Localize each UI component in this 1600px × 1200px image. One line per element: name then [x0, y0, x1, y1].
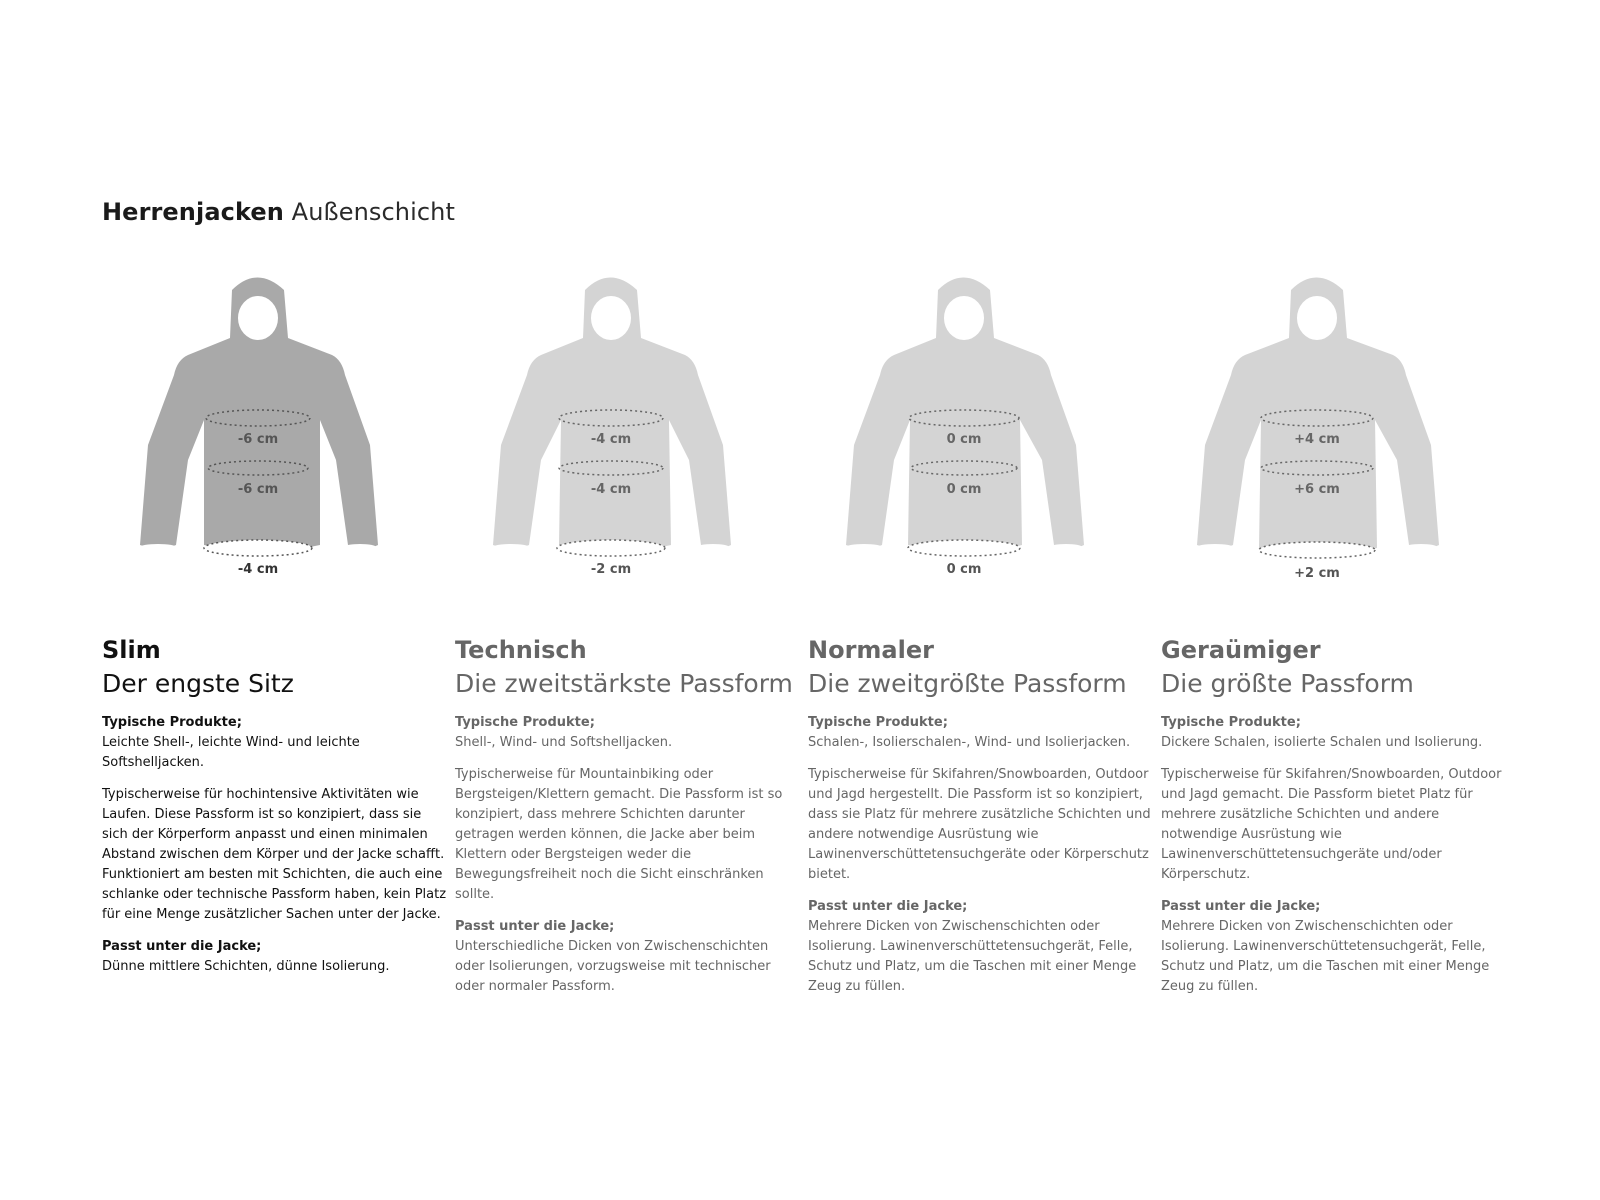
hem-measurement: +2 cm: [1294, 566, 1340, 581]
fit-text: [455, 635, 800, 1009]
jacket-figure: [808, 260, 1128, 600]
jacket-figure: [102, 260, 422, 600]
page-title-bold: Herrenjacken: [102, 198, 284, 226]
fits-under-label: Passt unter die Jacke;: [102, 939, 262, 954]
typical-products-value: Leichte Shell-, leichte Wind- und leichte Softshelljacken.: [102, 735, 360, 770]
hem-measurement: 0 cm: [946, 562, 982, 577]
fit-subtitle: Der engste Sitz: [102, 669, 294, 698]
fit-name: Normaler: [808, 636, 934, 664]
typical-products-label: Typische Produkte;: [808, 715, 948, 730]
fit-text: [808, 635, 1153, 1009]
fits-under-label: Passt unter die Jacke;: [455, 919, 615, 934]
typical-products-label: Typische Produkte;: [455, 715, 595, 730]
fits-under-value: Dünne mittlere Schichten, dünne Isolierung.: [102, 959, 390, 974]
typical-products-value: Schalen-, Isolierschalen-, Wind- und Isolierjacken.: [808, 735, 1131, 750]
typical-products-value: Dickere Schalen, isolierte Schalen und Isolierung.: [1161, 735, 1483, 750]
typical-products-value: Shell-, Wind- und Softshelljacken.: [455, 735, 673, 750]
jacket-icon: [808, 260, 1128, 600]
fit-text: [102, 635, 447, 989]
fits-under-value: Unterschiedliche Dicken von Zwischenschichten oder Isolierungen, vorzugsweise mit technischer oder normaler Passform.: [455, 939, 771, 994]
fit-name: Slim: [102, 636, 161, 664]
typical-products-label: Typische Produkte;: [1161, 715, 1301, 730]
fit-name: Geraümiger: [1161, 636, 1321, 664]
waist-measurement: -4 cm: [590, 482, 632, 497]
fits-under-value: Mehrere Dicken von Zwischenschichten oder Isolierung. Lawinenverschüttetensuchgerät, Felle, Schutz und Platz, um die Taschen mit einer Menge Zeug zu füllen.: [1161, 919, 1490, 994]
fit-subtitle: Die zweitstärkste Passform: [455, 669, 793, 698]
jacket-icon: [455, 260, 775, 600]
fit-description: Typischerweise für Skifahren/Snowboarden, Outdoor und Jagd gemacht. Die Passform bietet Platz für mehrere zusätzliche Schichten und andere notwendige Ausrüstung wie Lawinenverschüttetensuchgeräte und/oder Körperschutz.: [1161, 767, 1502, 882]
typical-products: [1161, 713, 1506, 753]
fit-column-normaler: [808, 260, 1151, 994]
waist-measurement: +6 cm: [1294, 482, 1340, 497]
waist-measurement: -6 cm: [237, 482, 279, 497]
chest-measurement: 0 cm: [946, 432, 982, 447]
page-title: [102, 198, 455, 226]
fits-under-label: Passt unter die Jacke;: [1161, 899, 1321, 914]
jacket-icon: [102, 260, 422, 600]
hem-measurement: -4 cm: [237, 562, 279, 577]
fit-name: Technisch: [455, 636, 587, 664]
fits-under: [102, 937, 447, 977]
fits-under-label: Passt unter die Jacke;: [808, 899, 968, 914]
hem-measurement: -2 cm: [590, 562, 632, 577]
waist-measurement: 0 cm: [946, 482, 982, 497]
fit-column-slim: [102, 260, 447, 974]
chest-measurement: -4 cm: [590, 432, 632, 447]
fits-under: [808, 897, 1153, 997]
fit-description: Typischerweise für hochintensive Aktivitäten wie Laufen. Diese Passform ist so konzipiert, dass sie sich der Körperform anpasst und einen minimalen Abstand zwischen dem Körper und der Jacke schafft. Funktioniert am besten mit Schichten, die auch eine schlanke oder technische Passform haben, kein Platz für eine Menge zusätzlicher Sachen unter der Jacke.: [102, 787, 447, 922]
fits-under: [455, 917, 800, 997]
typical-products: [455, 713, 800, 753]
fit-description: Typischerweise für Mountainbiking oder Bergsteigen/Klettern gemacht. Die Passform ist so konzipiert, dass mehrere Schichten darunter getragen werden können, die Jacke aber beim Klettern oder Bergsteigen weder die Bewegungsfreiheit noch die Sicht einschränken sollte.: [455, 767, 783, 902]
fit-column-geraeumiger: [1161, 260, 1502, 994]
typical-products-label: Typische Produkte;: [102, 715, 242, 730]
fits-under: [1161, 897, 1506, 997]
fit-description: Typischerweise für Skifahren/Snowboarden, Outdoor und Jagd hergestellt. Die Passform ist so konzipiert, dass sie Platz für mehrere zusätzliche Schichten und andere notwendige Ausrüstung wie Lawinenverschüttetensuchgeräte oder Körperschutz bietet.: [808, 767, 1151, 882]
fit-subtitle: Die größte Passform: [1161, 669, 1414, 698]
fits-under-value: Mehrere Dicken von Zwischenschichten oder Isolierung. Lawinenverschüttetensuchgerät, Felle, Schutz und Platz, um die Taschen mit einer Menge Zeug zu füllen.: [808, 919, 1137, 994]
typical-products: [102, 713, 447, 773]
typical-products: [808, 713, 1153, 753]
jacket-figure: [1161, 260, 1481, 600]
jacket-figure: [455, 260, 775, 600]
chest-measurement: +4 cm: [1294, 432, 1340, 447]
fit-subtitle: Die zweitgrößte Passform: [808, 669, 1127, 698]
chest-measurement: -6 cm: [237, 432, 279, 447]
jacket-icon: [1161, 260, 1481, 600]
fit-column-technisch: [455, 260, 795, 994]
fit-text: [1161, 635, 1506, 1009]
page-title-light: Außenschicht: [291, 198, 455, 226]
